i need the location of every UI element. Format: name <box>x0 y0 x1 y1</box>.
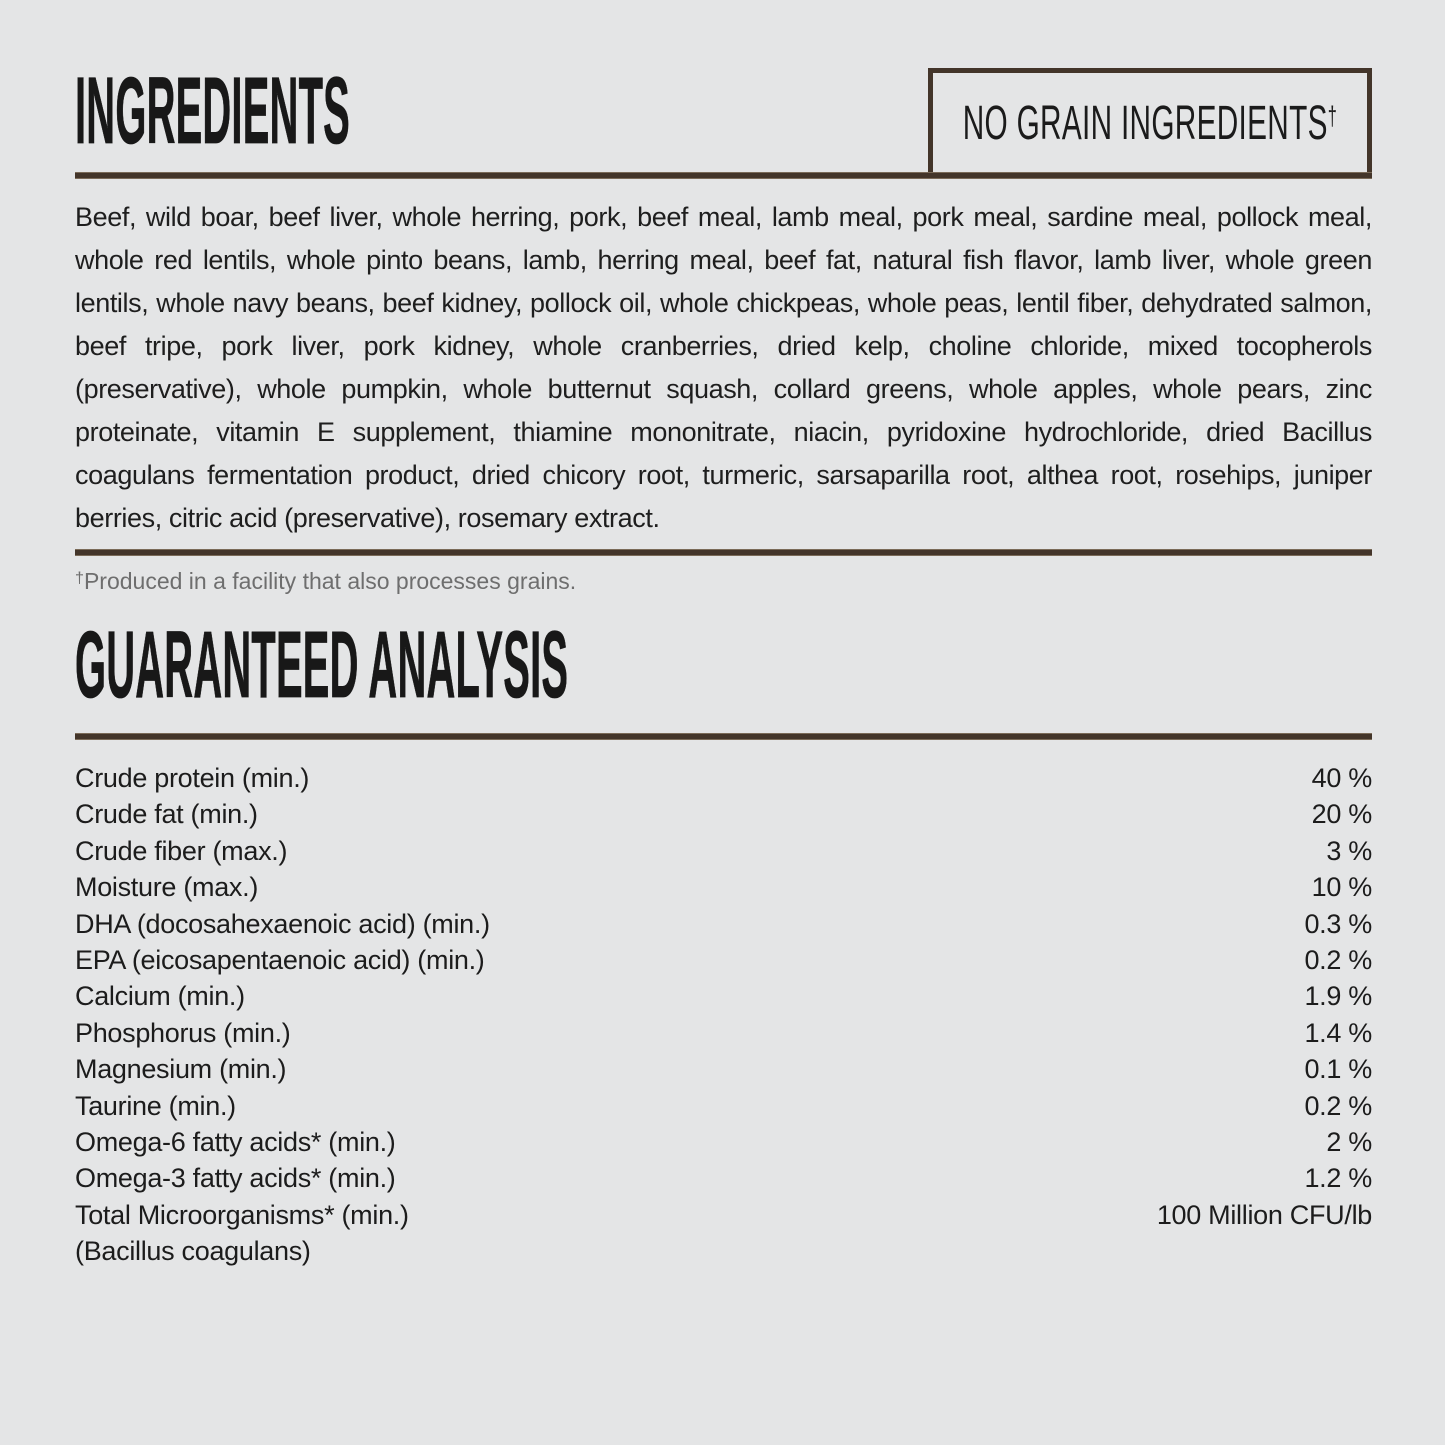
no-grain-badge <box>928 68 1372 178</box>
dagger-superscript: † <box>75 569 84 587</box>
grain-facility-footnote <box>75 566 576 596</box>
analysis-row-value: 0.3 % <box>1304 908 1372 939</box>
footnote-divider <box>75 549 1372 556</box>
analysis-row-label: Omega-6 fatty acids* (min.) <box>75 1127 396 1158</box>
footnote-text: Produced in a facility that also processes grains. <box>83 568 577 594</box>
analysis-row-value: 3 % <box>1326 835 1372 866</box>
analysis-row <box>75 942 1372 978</box>
analysis-row-label: DHA (docosahexaenoic acid) (min.) <box>75 908 490 939</box>
analysis-row-label: Magnesium (min.) <box>75 1054 287 1085</box>
no-grain-badge-label: NO GRAIN INGREDIENTS <box>962 96 1328 150</box>
analysis-row <box>75 796 1372 832</box>
analysis-row-value: 0.2 % <box>1304 945 1372 976</box>
analysis-row-label: Calcium (min.) <box>75 981 245 1012</box>
analysis-row <box>75 1197 1372 1233</box>
analysis-row-value: 2 % <box>1326 1127 1372 1158</box>
analysis-row-value: 0.2 % <box>1304 1090 1372 1121</box>
analysis-row-label: Omega-3 fatty acids* (min.) <box>75 1163 396 1194</box>
analysis-row <box>75 1015 1372 1051</box>
guaranteed-analysis-table <box>75 760 1372 1270</box>
analysis-row <box>75 1088 1372 1124</box>
analysis-row <box>75 906 1372 942</box>
analysis-divider <box>75 733 1372 740</box>
analysis-row-value: 1.9 % <box>1304 981 1372 1012</box>
analysis-row-value: 1.2 % <box>1304 1163 1372 1194</box>
analysis-row-value: 20 % <box>1311 799 1372 830</box>
analysis-row-label: Total Microorganisms* (min.) <box>75 1199 409 1230</box>
analysis-row <box>75 833 1372 869</box>
analysis-row-value: 100 Million CFU/lb <box>1156 1199 1372 1230</box>
analysis-row <box>75 760 1372 796</box>
ingredients-divider <box>75 172 1372 179</box>
analysis-row-value: 0.1 % <box>1304 1054 1372 1085</box>
analysis-row <box>75 1124 1372 1160</box>
analysis-row-label: Taurine (min.) <box>75 1090 236 1121</box>
analysis-row <box>75 1051 1372 1087</box>
analysis-row-label: Phosphorus (min.) <box>75 1017 291 1048</box>
no-grain-badge-text <box>963 96 1337 151</box>
ingredients-list-text: Beef, wild boar, beef liver, whole herring, pork, beef meal, lamb meal, pork meal, sardine meal, pollock meal, whole red lentils, whole pinto beans, lamb, herring meal, beef fat, natural fish flavor, lamb liver, whole green lentils, whole navy beans, beef kidney, pollock oil, whole chickpeas, whole peas, lentil fiber, dehydrated salmon, beef tripe, pork liver, pork kidney, whole cranberries, dried kelp, choline chloride, mixed tocopherols (preservative), whole pumpkin, whole butternut squash, collard greens, whole apples, whole pears, zinc proteinate, vitamin E supplement, thiamine mononitrate, niacin, pyridoxine hydrochloride, dried Bacillus coagulans fermentation product, dried chicory root, turmeric, sarsaparilla root, althea root, rosehips, juniper berries, citric acid (preservative), rosemary extract. <box>75 202 1372 533</box>
analysis-row-label: Moisture (max.) <box>75 872 259 903</box>
analysis-row <box>75 1160 1372 1196</box>
analysis-row-value: 40 % <box>1311 763 1372 793</box>
analysis-row-label: Crude fat (min.) <box>75 799 258 830</box>
dagger-superscript: † <box>1327 100 1338 131</box>
analysis-row-label: Crude fiber (max.) <box>75 835 288 866</box>
analysis-row-value: 1.4 % <box>1304 1017 1372 1048</box>
analysis-row-label: Crude protein (min.) <box>75 763 310 793</box>
analysis-row <box>75 1233 1372 1269</box>
analysis-row <box>75 869 1372 905</box>
ingredients-title: INGREDIENTS <box>75 58 350 164</box>
analysis-row-label: EPA (eicosapentaenoic acid) (min.) <box>75 945 485 976</box>
analysis-row <box>75 978 1372 1014</box>
guaranteed-analysis-title: GUARANTEED ANALYSIS <box>75 612 569 718</box>
analysis-row-label: (Bacillus coagulans) <box>75 1236 311 1267</box>
analysis-row-value: 10 % <box>1311 872 1372 903</box>
